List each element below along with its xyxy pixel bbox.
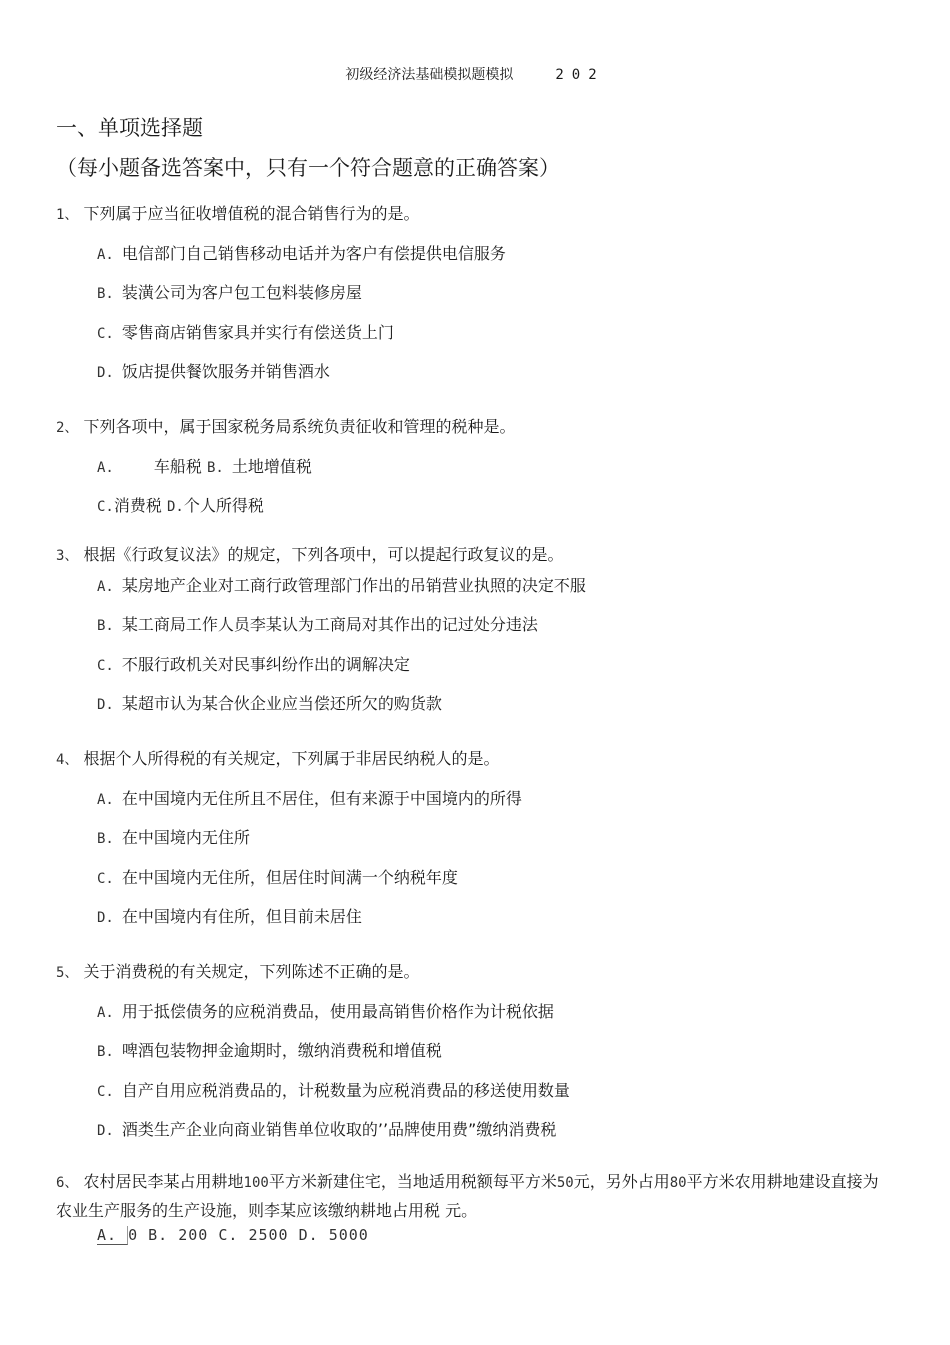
option-letter: A. — [97, 1005, 114, 1021]
question-4-option-d — [97, 906, 362, 929]
option-text: 消费税 — [113, 496, 162, 515]
option-text: 在中国境内无住所 — [121, 828, 250, 847]
question-4-option-a — [97, 788, 522, 811]
option-letter: D. — [97, 365, 114, 381]
option-text: 个人所得税 — [183, 496, 264, 515]
question-5-option-b — [97, 1040, 442, 1063]
question-number-value: 50 — [556, 1175, 574, 1191]
question-text: 关于消费税的有关规定，下列陈述不正确的是。 — [83, 962, 420, 981]
question-4-option-c — [97, 867, 458, 890]
option-text: 在中国境内无住所，但居住时间满一个纳税年度 — [121, 868, 458, 887]
question-2-options-cd — [97, 495, 264, 518]
question-number: 3、 — [56, 548, 79, 564]
question-5 — [56, 961, 420, 984]
option-text: 零售商店销售家具并实行有偿送货上门 — [121, 323, 394, 342]
option-letter: A. — [97, 579, 114, 595]
option-letter: A. — [97, 792, 114, 808]
option-letter: A. — [97, 247, 114, 263]
option-text: 在中国境内有住所，但目前未居住 — [121, 907, 362, 926]
option-text: 某超市认为某合伙企业应当偿还所欠的购货款 — [121, 694, 442, 713]
question-4 — [56, 748, 500, 771]
question-3 — [56, 544, 564, 567]
option-letter: B. — [97, 1044, 114, 1060]
question-1-option-b — [97, 282, 362, 305]
option-text: 啤酒包装物押金逾期时，缴纳消费税和增值税 — [121, 1041, 442, 1060]
question-text: 根据个人所得税的有关规定，下列属于非居民纳税人的是。 — [83, 749, 500, 768]
question-3-option-d — [97, 693, 442, 716]
option-letter: A. — [97, 1226, 118, 1244]
question-number: 4、 — [56, 752, 79, 768]
question-4-option-b — [97, 827, 250, 850]
option-letter: A. — [97, 460, 114, 476]
question-1-option-a — [97, 243, 506, 266]
option-letter: C. — [97, 658, 114, 674]
option-text: 土地增值税 — [231, 457, 312, 476]
question-number: 2、 — [56, 420, 79, 436]
question-text-part: 平方米新建住宅，当地适用税额每平方米 — [268, 1172, 557, 1191]
option-text: 装潢公司为客户包工包料装修房屋 — [121, 283, 362, 302]
question-5-option-a — [97, 1001, 554, 1024]
document-header — [0, 64, 950, 84]
option-text: 不服行政机关对民事纠纷作出的调解决定 — [121, 655, 410, 674]
question-6-options — [97, 1226, 369, 1244]
option-letter: B. — [206, 460, 224, 476]
option-letter: B. — [97, 286, 114, 302]
option-letter: D. — [97, 910, 114, 926]
document-number: 202 — [555, 67, 605, 83]
option-letter: B. — [97, 831, 114, 847]
question-1-option-c — [97, 322, 394, 345]
question-number: 5、 — [56, 965, 79, 981]
option-letter: C. — [97, 326, 114, 342]
question-text-part: 元，另外占用 — [573, 1172, 670, 1191]
question-5-option-d — [97, 1119, 556, 1142]
question-1 — [56, 203, 420, 226]
question-2-options-ab — [97, 456, 312, 479]
option-text: 自产自用应税消费品的，计税数量为应税消费品的移送使用数量 — [121, 1081, 570, 1100]
option-letter: C. — [97, 1084, 114, 1100]
question-number: 1、 — [56, 207, 79, 223]
document-title: 初级经济法基础模拟题模拟 — [345, 67, 514, 83]
question-text-part: 平方米农用耕地建设直接为农业生产服务的生产设施，则李某应该缴纳耕地占用税 元。 — [56, 1172, 879, 1220]
question-text-part: 农村居民李某占用耕地 — [83, 1172, 244, 1191]
option-text: 某工商局工作人员李某认为工商局对其作出的记过处分违法 — [121, 615, 538, 634]
option-letter: D. — [97, 1123, 114, 1139]
option-text: 酒类生产企业向商业销售单位收取的’’品牌使用费”缴纳消费税 — [121, 1120, 557, 1139]
question-6 — [56, 1168, 886, 1224]
question-2 — [56, 416, 516, 439]
question-3-option-c — [97, 654, 410, 677]
options-b-to-d: B. 200 C. 2500 D. 5000 — [148, 1226, 369, 1244]
question-1-option-d — [97, 361, 330, 384]
question-3-option-a — [97, 575, 586, 598]
option-letter: C. — [97, 871, 114, 887]
option-a-underlined — [97, 1226, 128, 1245]
question-number: 6、 — [56, 1175, 79, 1191]
question-text: 下列属于应当征收增值税的混合销售行为的是。 — [83, 204, 420, 223]
question-number-value: 80 — [669, 1175, 687, 1191]
option-letter: D. — [166, 499, 184, 515]
question-3-option-b — [97, 614, 538, 637]
question-5-option-c — [97, 1080, 570, 1103]
question-text: 根据《行政复议法》的规定，下列各项中，可以提起行政复议的是。 — [83, 545, 564, 564]
option-text: 饭店提供餐饮服务并销售酒水 — [121, 362, 330, 381]
option-text: 电信部门自己销售移动电话并为客户有偿提供电信服务 — [121, 244, 506, 263]
option-text: 某房地产企业对工商行政管理部门作出的吊销营业执照的决定不服 — [121, 576, 586, 595]
section-instructions: （每小题备选答案中，只有一个符合题意的正确答案） — [56, 156, 560, 180]
option-letter: D. — [97, 697, 114, 713]
option-text: 在中国境内无住所且不居住，但有来源于中国境内的所得 — [121, 789, 522, 808]
option-letter: B. — [97, 618, 114, 634]
question-number-value: 100 — [243, 1175, 269, 1191]
option-text: 车船税 — [153, 457, 202, 476]
option-letter: C. — [97, 499, 114, 515]
option-text: 用于抵偿债务的应税消费品，使用最高销售价格作为计税依据 — [121, 1002, 554, 1021]
section-title: 一、单项选择题 — [56, 116, 203, 140]
question-text: 下列各项中，属于国家税务局系统负责征收和管理的税种是。 — [83, 417, 516, 436]
option-a-value: 0 — [128, 1226, 139, 1244]
